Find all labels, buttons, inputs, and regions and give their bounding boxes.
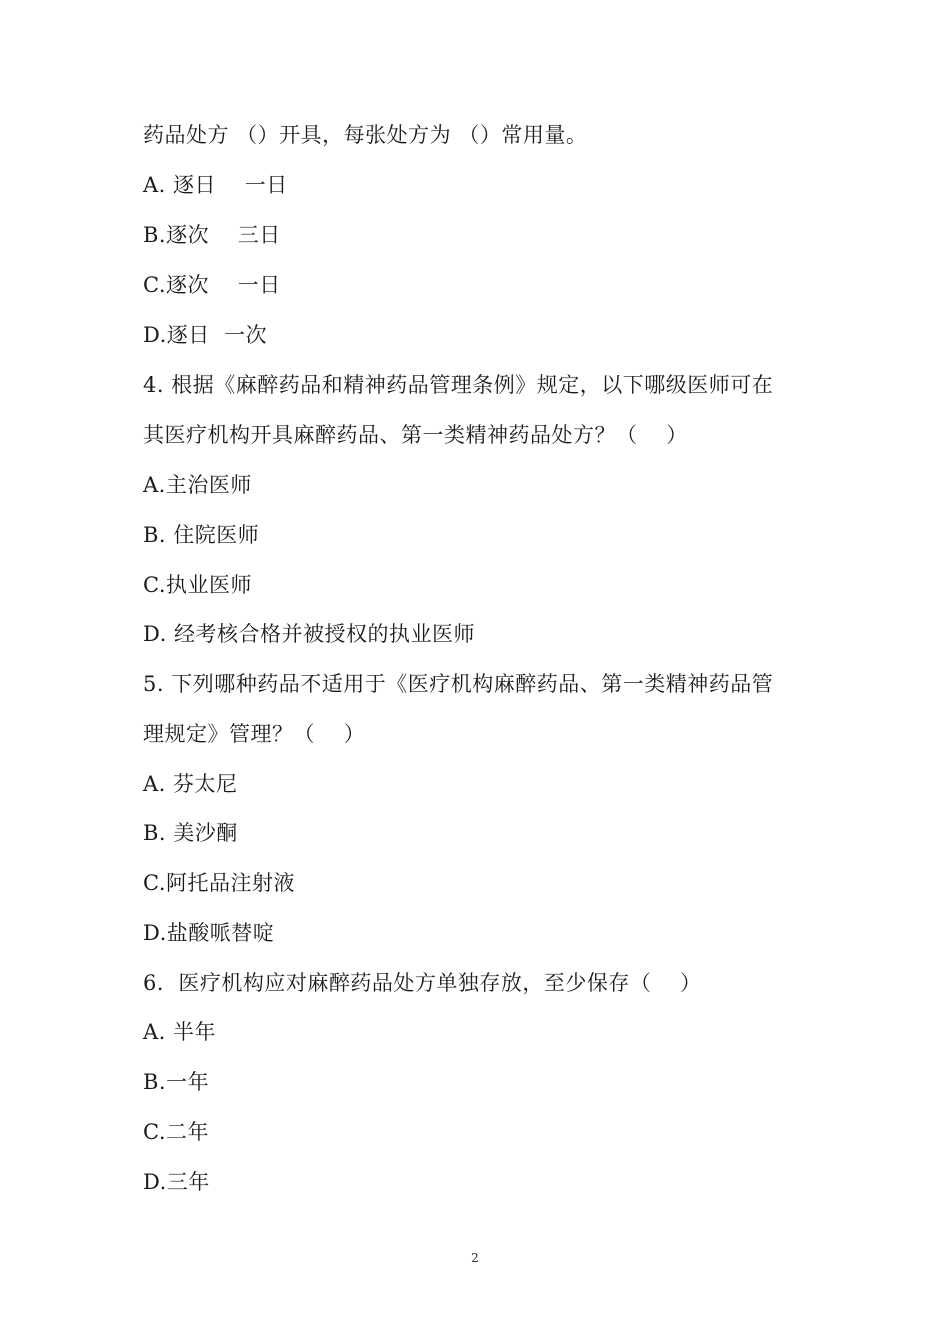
question-5-option-c: C.阿托品注射液 (143, 871, 295, 895)
question-5-option-b: B. 美沙酮 (143, 821, 238, 845)
question-6-option-c: C.二年 (143, 1120, 209, 1144)
question-6-option-d: D.三年 (143, 1170, 210, 1194)
question-3-option-b: B.逐次 三日 (143, 223, 281, 247)
question-4-stem-line-1: 4. 根据《麻醉药品和精神药品管理条例》规定，以下哪级医师可在 (143, 373, 774, 397)
question-5-option-a: A. 芬太尼 (143, 772, 238, 796)
question-4-option-c: C.执业医师 (143, 573, 252, 597)
question-4-option-a: A.主治医师 (143, 473, 252, 497)
question-4-option-d: D. 经考核合格并被授权的执业医师 (143, 622, 475, 646)
question-3-option-d: D.逐日 一次 (143, 323, 268, 347)
question-5-stem-line-1: 5. 下列哪种药品不适用于《医疗机构麻醉药品、第一类精神药品管 (143, 672, 774, 696)
question-3-option-a: A. 逐日 一日 (143, 173, 288, 197)
question-3-stem-tail: 药品处方 （）开具，每张处方为 （）常用量。 (143, 123, 588, 147)
question-4-option-b: B. 住院医师 (143, 523, 260, 547)
question-6-stem: 6．医疗机构应对麻醉药品处方单独存放，至少保存（ ） (143, 971, 702, 995)
page-number: 2 (471, 1251, 479, 1265)
question-5-option-d: D.盐酸哌替啶 (143, 921, 275, 945)
question-4-stem-line-2: 其医疗机构开具麻醉药品、第一类精神药品处方？（ ） (143, 423, 688, 447)
question-6-option-b: B.一年 (143, 1070, 210, 1094)
question-3-option-c: C.逐次 一日 (143, 273, 281, 297)
question-6-option-a: A. 半年 (143, 1020, 217, 1044)
question-5-stem-line-2: 理规定》管理？（ ） (143, 722, 366, 746)
